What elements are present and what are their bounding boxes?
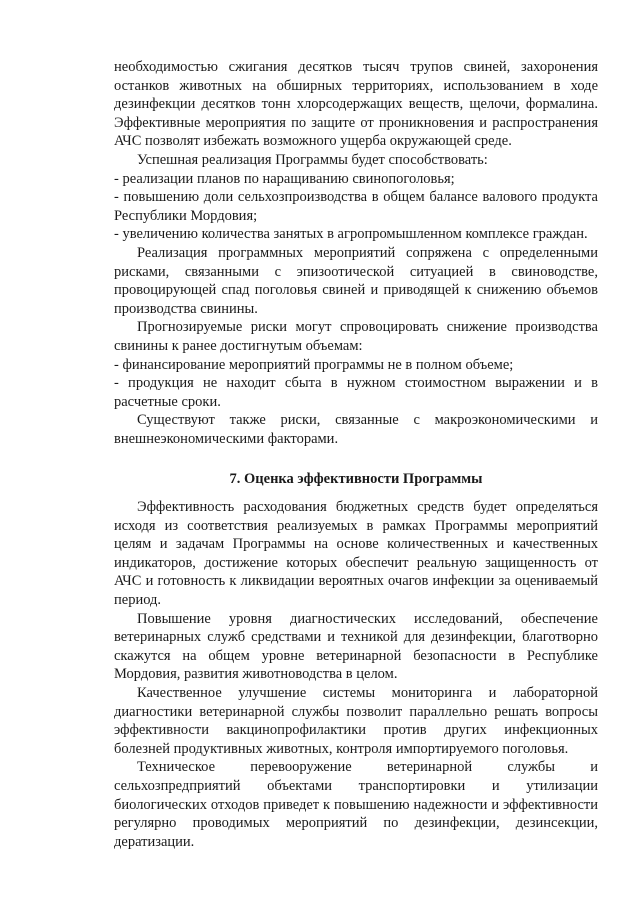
list-item-pig-population: - реализации планов по наращиванию свинопоголовья;: [114, 170, 455, 187]
section-heading: 7. Оценка эффективности Программы: [229, 471, 483, 487]
list-item-agri-share: - повышению доли сельхозпроизводства в общем балансе валового продукта Республики Мордовия;: [114, 189, 598, 224]
list-item-funding: - финансирование мероприятий программы не в полном объеме;: [114, 356, 514, 373]
list-item-employment: - увеличению количества занятых в агропромышленном комплексе граждан.: [114, 226, 588, 243]
paragraph-budget-efficiency: Эффективность расходования бюджетных средств будет определяться исходя из соответствия реализуемых в рамках Программы мероприятий целям и задачам Программы на основе количественных и качественных индикаторов, достижение которых обеспечит реальную защищенность от АЧС и готовность к ликвидации вероятных очагов инфекции за оцениваемый период.: [114, 499, 598, 608]
paragraph-technical: Техническое перевооружение ветеринарной службы и сельхозпредприятий объектами транспортировки и утилизации биологических отходов приведет к повышению надежности и эффективности регулярно проводимых мероприятий по дезинфекции, дезинсекции, дератизации.: [114, 759, 598, 850]
risks-section: [114, 58, 598, 448]
paragraph-risks: Реализация программных мероприятий сопряжена с определенными рисками, связанными с эпизоотической ситуацией в свиноводстве, провоцирующей спад поголовья свиней и приводящей к снижению объемов производства свинины.: [114, 244, 598, 317]
paragraph-monitoring: Качественное улучшение системы мониторинга и лабораторной диагностики ветеринарной службы позволит параллельно решать вопросы эффективности вакцинопрофилактики против других инфекционных болезней продуктивных животных, контроля импортируемого поголовья.: [114, 684, 598, 757]
paragraph-environment: необходимостью сжигания десятков тысяч трупов свиней, захоронения останков животных на обширных территориях, использованием в ходе дезинфекции десятков тонн хлорсодержащих веществ, щелочи, формалина. Эффективные мероприятия по защите от проникновения и распространения АЧС позволят избежать возможного ущерба окружающей среде.: [114, 59, 598, 150]
paragraph-forecast-risks: Прогнозируемые риски могут спровоцировать снижение производства свинины к ранее достигнутым объемам:: [114, 319, 598, 354]
list-item-sales: - продукция не находит сбыта в нужном стоимостном выражении и в расчетные сроки.: [114, 375, 598, 410]
paragraph-diagnostics: Повышение уровня диагностических исследований, обеспечение ветеринарных служб средствами и техникой для дезинфекции, благотворно скажутся на общем уровне ветеринарной безопасности в Республике Мордовия, развития животноводства в целом.: [114, 610, 598, 683]
paragraph-macro-risks: Существуют также риски, связанные с макроэкономическими и внешнеэкономическими факторами.: [114, 412, 598, 447]
paragraph-benefits-intro: Успешная реализация Программы будет способствовать:: [137, 151, 488, 168]
efficiency-section: [114, 498, 598, 851]
